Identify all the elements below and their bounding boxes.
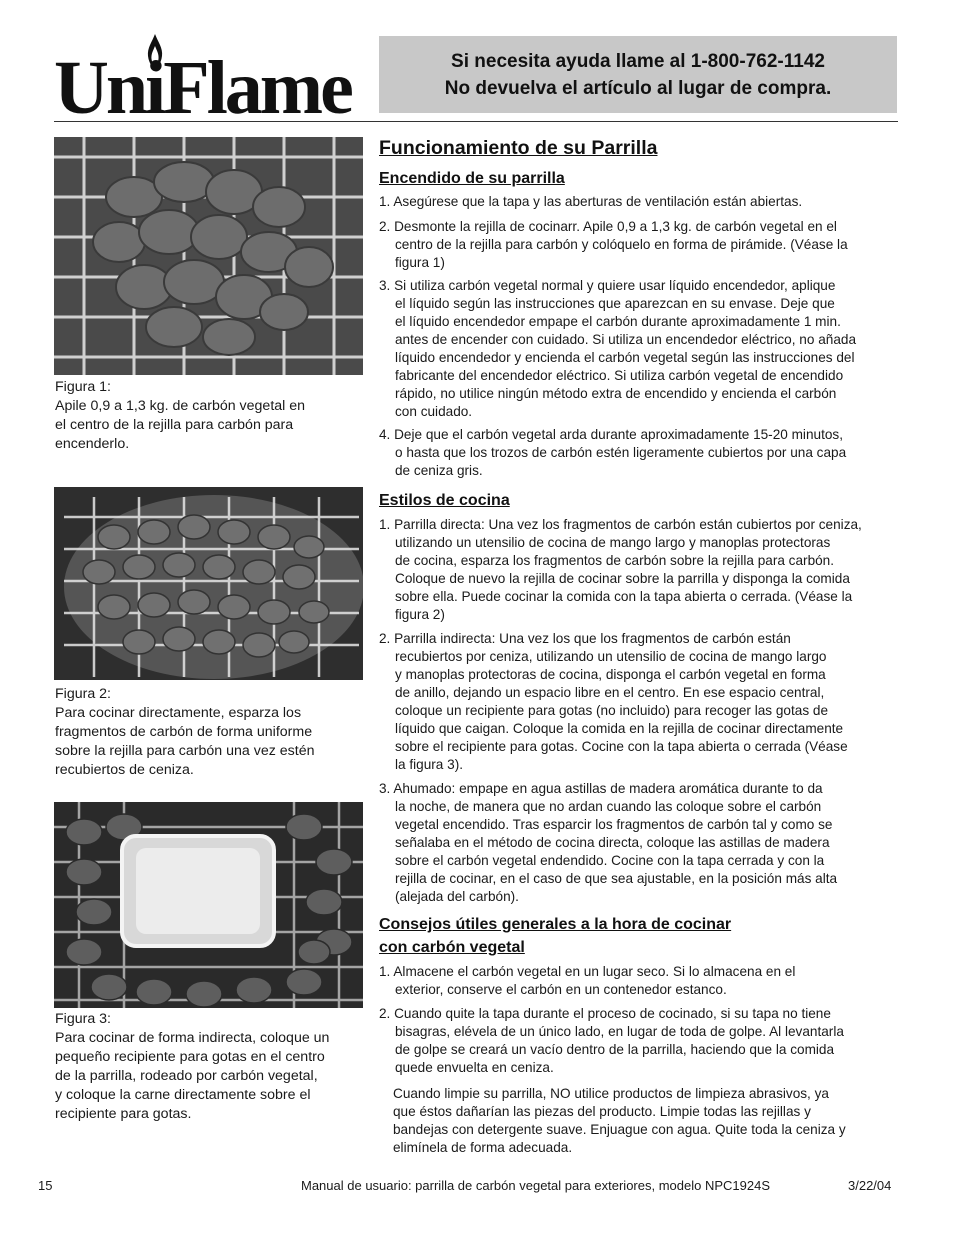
list-item xyxy=(379,630,899,774)
list-item-line: recubiertos por ceniza, utilizando un utensilio de cocina de mango largo xyxy=(395,649,827,664)
list-item-line: líquido encendedor y encienda el carbón vegetal según las instrucciones del xyxy=(395,350,855,365)
footer-date: 3/22/04 xyxy=(848,1178,892,1193)
figure-2-caption-line: fragmentos de carbón de forma uniforme xyxy=(55,724,313,740)
list-item-line: antes de encender con cuidado. Si utiliza un encendedor eléctrico, no añada xyxy=(395,332,856,347)
list-item-line: sobre el recipiente para gotas. Cocine con la tapa abierta o cerrada (Véase xyxy=(395,739,848,754)
figure-3-label: Figura 3: xyxy=(55,1011,111,1027)
list-item-line: fabricante del encendedor eléctrico. Si utiliza carbón vegetal de encendido xyxy=(395,368,844,383)
list-item-line: figura 2) xyxy=(395,607,445,622)
footer-manual-title: Manual de usuario: parrilla de carbón vegetal para exteriores, modelo NPC1924S xyxy=(301,1178,770,1193)
list-item-line: exterior, conserve el carbón en un contenedor estanco. xyxy=(395,982,727,997)
list-item xyxy=(379,277,899,421)
list-item-line: 2. Desmonte la rejilla de cocinarr. Apile 0,9 a 1,3 kg. de carbón vegetal en el xyxy=(379,219,837,234)
note-line: elimínela de forma adecuada. xyxy=(393,1140,573,1155)
figure-2-photo xyxy=(54,487,363,680)
list-item-line: sobre el carbón vegetal endendido. Cocine con la tapa cerrada y con la xyxy=(395,853,825,868)
figure-2-image xyxy=(54,487,363,680)
list-item-line: o hasta que los trozos de carbón estén ligeramente cubiertos por una capa xyxy=(395,445,847,460)
figure-2-label: Figura 2: xyxy=(55,686,111,702)
list-item-line: quede envuelta en ceniza. xyxy=(395,1060,554,1075)
figure-2-caption-line: Para cocinar directamente, esparza los xyxy=(55,705,302,721)
section-heading: con carbón vegetal xyxy=(379,939,525,956)
figure-3-caption-line: Para cocinar de forma indirecta, coloque un xyxy=(55,1030,330,1046)
list-item xyxy=(379,780,899,906)
figure-1-caption-line: el centro de la rejilla para carbón para xyxy=(55,417,294,433)
list-item-line: 3. Si utiliza carbón vegetal normal y quiere usar líquido encendedor, aplique xyxy=(379,278,836,293)
list-item-line: Coloque de nuevo la rejilla de cocinar sobre la parrilla y disponga la comida xyxy=(395,571,850,586)
list-item-line: de cocina, esparza los fragmentos de carbón sobre la rejilla para carbón. xyxy=(395,553,835,568)
list-item-line: y manoplas protectoras de cocina, disponga el carbón vegetal en forma xyxy=(395,667,826,682)
list-item-line: la figura 3). xyxy=(395,757,464,772)
help-banner xyxy=(379,36,897,113)
note-line: que éstos dañarían las piezas del producto. Limpie todas las rejillas y xyxy=(393,1104,811,1119)
list-item-line: sobre ella. Puede cocinar la comida con la tapa abierta o cerrada. (Véase la xyxy=(395,589,853,604)
section-heading: Encendido de su parrilla xyxy=(379,170,565,187)
list-item-line: 2. Parrilla indirecta: Una vez los que los fragmentos de carbón están xyxy=(379,631,791,646)
figure-3-caption xyxy=(55,1010,355,1124)
help-phone-line: Si necesita ayuda llame al 1-800-762-1142 xyxy=(451,50,825,72)
list-item-line: vegetal encendido. Tras esparcir los fragmentos de carbón tal y como se xyxy=(395,817,833,832)
list-item-line: señalaba en el método de cocina directa, coloque las astillas de madera xyxy=(395,835,830,850)
figure-2-caption xyxy=(55,685,355,780)
list-item-line: de anillo, dejando un espacio libre en el centro. En ese espacio central, xyxy=(395,685,825,700)
figure-2-caption-line: recubiertos de ceniza. xyxy=(55,762,194,778)
list-item xyxy=(379,963,899,999)
list-item-line: con cuidado. xyxy=(395,404,473,419)
list-item-line: figura 1) xyxy=(395,255,445,270)
list-item xyxy=(379,218,899,272)
help-return-line: No devuelva el artículo al lugar de compra. xyxy=(444,77,832,99)
list-item-line: 1. Parrilla directa: Una vez los fragmentos de carbón están cubiertos por ceniza, xyxy=(379,517,862,532)
figure-3-caption-line: recipiente para gotas. xyxy=(55,1106,192,1122)
figure-1-label: Figura 1: xyxy=(55,379,111,395)
list-item-line: 2. Cuando quite la tapa durante el proceso de cocinado, si su tapa no tiene xyxy=(379,1006,831,1021)
main-title-block xyxy=(379,136,899,160)
list-item-line: el líquido encendedor empape el carbón durante aproximadamente 1 min. xyxy=(395,314,841,329)
list-item-line: rejilla de cocinar, en el caso de que sea ajustable, en la posición más alta xyxy=(395,871,838,886)
list-item-line: bisagras, elévela de un único lado, en lugar de toda de golpe. Al levantarla xyxy=(395,1024,844,1039)
list-item-line: 1. Asegúrese que la tapa y las aberturas de ventilación están abiertas. xyxy=(379,194,803,209)
list-item-line: 1. Almacene el carbón vegetal en un lugar seco. Si lo almacena en el xyxy=(379,964,796,979)
list-item xyxy=(379,516,899,624)
note-line: bandejas con detergente suave. Enjuague con agua. Quite toda la ceniza y xyxy=(393,1122,846,1137)
figure-3-photo xyxy=(54,802,363,1008)
figure-1-caption xyxy=(55,378,355,454)
figure-1-caption-line: Apile 0,9 a 1,3 kg. de carbón vegetal en xyxy=(55,398,306,414)
logo-wordmark: UniFlame xyxy=(54,46,351,130)
figure-3-caption-line: de la parrilla, rodeado por carbón vegetal, xyxy=(55,1068,318,1084)
list-item-line: 4. Deje que el carbón vegetal arda durante aproximadamente 15-20 minutos, xyxy=(379,427,843,442)
figure-3-caption-line: pequeño recipiente para gotas en el centro xyxy=(55,1049,325,1065)
list-item-line: de ceniza gris. xyxy=(395,463,483,478)
figure-1-image xyxy=(54,137,363,375)
list-item-line: la noche, de manera que no ardan cuando las coloque sobre el carbón xyxy=(395,799,822,814)
list-item xyxy=(379,426,899,480)
list-item-line: (alejada del carbón). xyxy=(395,889,519,904)
figure-1-photo xyxy=(54,137,363,375)
uniflame-logo xyxy=(54,30,370,130)
list-item-line: utilizando un utensilio de cocina de mango largo y manoplas protectoras xyxy=(395,535,831,550)
section-heading: Estilos de cocina xyxy=(379,492,510,509)
figure-3-caption-line: y coloque la carne directamente sobre el xyxy=(55,1087,311,1103)
list-item-line: el líquido según las instrucciones que aparezcan en su envase. Deje que xyxy=(395,296,835,311)
list-item xyxy=(379,193,899,211)
note-line: Cuando limpie su parrilla, NO utilice productos de limpieza abrasivos, ya xyxy=(393,1086,829,1101)
header-divider xyxy=(54,121,898,122)
section-heading: Consejos útiles generales a la hora de cocinar xyxy=(379,916,732,933)
section-lighting xyxy=(379,167,899,480)
list-item-line: centro de la rejilla para carbón y colóquelo en forma de pirámide. (Véase la xyxy=(395,237,848,252)
cleaning-note xyxy=(379,1085,899,1157)
list-item-line: coloque un recipiente para gotas (no incluido) para recoger las gotas de xyxy=(395,703,829,718)
figure-1-caption-line: encenderlo. xyxy=(55,436,130,452)
page-title: Funcionamiento de su Parrilla xyxy=(379,137,658,159)
list-item-line: líquido que caigan. Coloque la comida en la rejilla de cocinar directamente xyxy=(395,721,844,736)
figure-2-caption-line: sobre la rejilla para carbón una vez estén xyxy=(55,743,315,759)
section-cooking-styles xyxy=(379,489,899,906)
list-item xyxy=(379,1005,899,1077)
list-item-line: de golpe se creará un vacío dentro de la parrilla, haciendo que la comida xyxy=(395,1042,835,1057)
figure-3-image xyxy=(54,802,363,1008)
section-tips xyxy=(379,913,899,1157)
list-item-line: 3. Ahumado: empape en agua astillas de madera aromática durante to da xyxy=(379,781,823,796)
list-item-line: rápido, no utilice ningún método extra de encendido y encienda el carbón xyxy=(395,386,837,401)
page-number: 15 xyxy=(38,1178,53,1193)
